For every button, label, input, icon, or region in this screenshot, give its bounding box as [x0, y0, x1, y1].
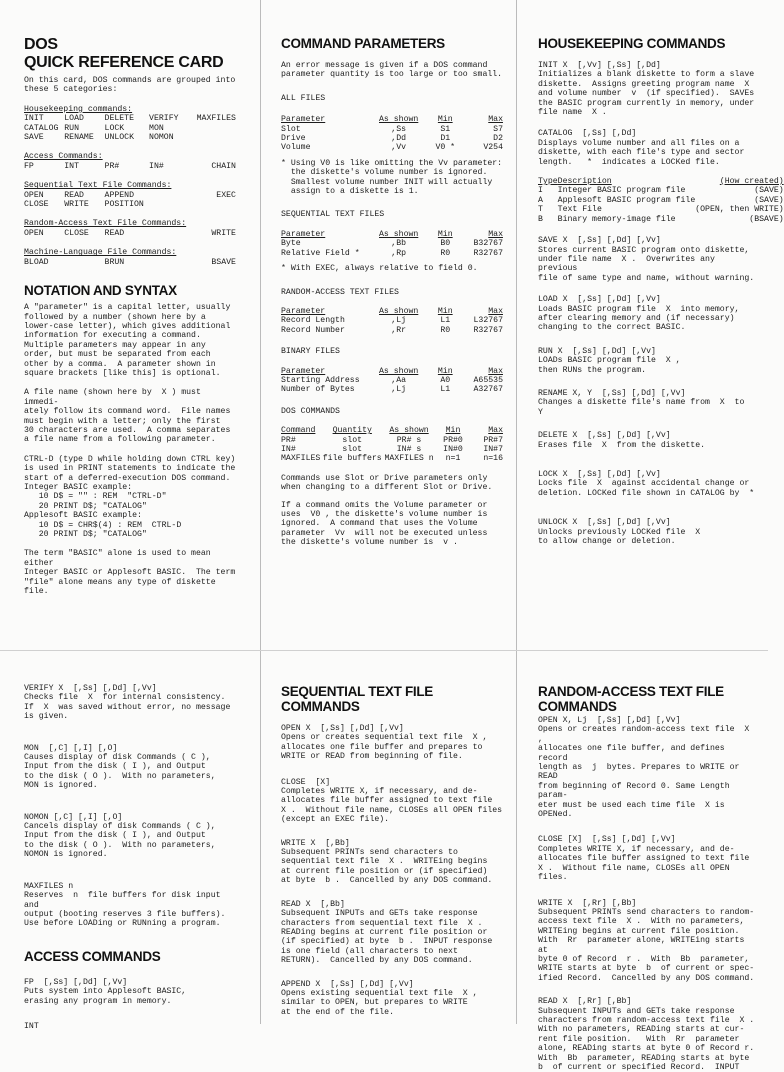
- table-cell: Binary memory-image file: [557, 214, 676, 224]
- table-row: [281, 436, 503, 445]
- table-row: [281, 454, 503, 463]
- table-cell: IN# s: [396, 444, 422, 454]
- table-cell: Max: [488, 115, 503, 125]
- category-row: [24, 200, 236, 209]
- table-cell: Min: [437, 229, 453, 239]
- dos-cmds-note-2: If a command omits the Volume parameter or uses V0 , the diskette's volume number is ignored. A command that uses the Volume parameter Vv will not be executed unless the diskette's volume number is v .: [281, 500, 488, 548]
- command-name: EXEC: [216, 190, 236, 200]
- table-cell: Quantity: [332, 426, 372, 436]
- command-name: MAXFILES: [196, 114, 236, 124]
- table-cell: T: [538, 205, 543, 215]
- table-cell: B0: [440, 239, 451, 249]
- table-cell: D2: [493, 134, 503, 144]
- rand-files-table: [281, 307, 503, 335]
- table-cell: Max: [488, 306, 503, 316]
- command-name: RENAME: [64, 133, 94, 143]
- table-cell: I: [538, 186, 543, 196]
- command-name: WRITE: [211, 228, 236, 238]
- category-row: [24, 133, 236, 142]
- table-cell: Text File: [557, 205, 602, 215]
- table-cell: (BSAVE): [749, 214, 784, 224]
- rand-cmd-close: CLOSE [X] [,Ss] [,Dd] [,Vv] Completes WRITE X, if necessary, and de- allocates file buffer assigned to text file X . Without file name, CLOSEs all OPEN files.: [538, 835, 750, 883]
- table-row: [538, 215, 784, 224]
- table-cell: Applesoft BASIC program file: [557, 195, 696, 205]
- table-cell: A: [538, 195, 543, 205]
- table-cell: slot: [342, 435, 363, 445]
- table-cell: ,Aa: [391, 375, 407, 385]
- params-intro: An error message is given if a DOS command parameter quantity is too large or too small.: [281, 61, 503, 80]
- table-cell: Max: [488, 229, 503, 239]
- category-row: [24, 114, 236, 123]
- table-cell: Min: [445, 426, 461, 436]
- table-header-row: [281, 307, 503, 316]
- table-cell: As shown: [379, 366, 419, 376]
- table-header-row: [281, 367, 503, 376]
- notation-paragraph-2: A file name (shown here by X ) must immedi- ately follow its command word. File names must begin with a letter; only the first 30 characters are used. A comma separates a file name from a following parameter.: [24, 388, 231, 445]
- seq-files-table: [281, 230, 503, 258]
- cmd-verify: VERIFY X [,Ss] [,Dd] [,Vv] Checks file X for internal consistency. If X was saved without error, no message is given.: [24, 684, 231, 722]
- category-title: Random-Access Text File Commands:: [24, 219, 187, 229]
- command-name: APPEND: [104, 190, 135, 200]
- category-row: [24, 258, 236, 267]
- command-name: [191, 133, 236, 142]
- table-row: [281, 385, 503, 394]
- cmd-delete: DELETE X [,Ss] [,Dd] [,Vv] Erases file X from the diskette.: [538, 431, 706, 450]
- table-row: [538, 205, 784, 214]
- dos-cmds-table: [281, 426, 503, 464]
- command-name: VERIFY: [149, 114, 179, 124]
- table-cell: (How created): [719, 177, 784, 187]
- column-fold-line-1: [260, 0, 261, 1024]
- table-cell: Max: [488, 426, 503, 436]
- rand-cmds-heading: RANDOM-ACCESS TEXT FILE COMMANDS: [538, 684, 724, 714]
- table-cell: Max: [488, 366, 503, 376]
- table-cell: Parameter: [281, 306, 326, 316]
- seq-cmd-read: READ X [,Bb] Subsequent INPUTs and GETs take response characters from sequential text file X . READing begins at current file position or (if specified) at byte b . INPUT response is one field (all characters to next RETURN). Cancelled by any DOS command.: [281, 899, 493, 966]
- params-heading: COMMAND PARAMETERS: [281, 36, 445, 51]
- command-name: [149, 229, 191, 238]
- table-header-row: [281, 426, 503, 435]
- seq-cmd-append: APPEND X [,Ss] [,Dd] [,Vv] Opens existing sequential text file X , similar to OPEN, but prepares to WRITE at the end of the file.: [281, 979, 478, 1017]
- table-cell: Parameter: [281, 366, 326, 376]
- table-cell: slot: [342, 444, 363, 454]
- bin-files-title: BINARY FILES: [281, 347, 340, 357]
- command-name: CLOSE: [24, 200, 49, 210]
- table-cell: R0: [440, 248, 451, 258]
- rand-cmd-read: READ X [,Rr] [,Bb] Subsequent INPUTs and GETs take response characters from random-access text file X . With no parameters, READing starts at cur- rent file position. With Rr parameter alone, READing starts at byte 0 of Record r. With Bb parameter, READing starts at byte b of current or specified Record. INPUT: [538, 997, 755, 1072]
- table-cell: (OPEN, then WRITE): [695, 205, 784, 215]
- command-name: [191, 200, 236, 209]
- table-cell: A32767: [473, 385, 503, 395]
- table-cell: MAXFILES n: [384, 454, 434, 464]
- table-cell: Record Number: [281, 325, 345, 335]
- table-cell: L1: [440, 316, 451, 326]
- notation-paragraph-3: CTRL-D (type D while holding down CTRL key) is used in PRINT statements to indicate the start of a deferred-execution DOS command. Integer BASIC example: 10 D$ = "" : REM "CTRL-D" 20 PRINT D$; "CATALOG" Applesoft BASIC example: 10 D$ = CHR$(4) : REM CTRL-D 20 PRINT D$; "CATALOG": [24, 454, 236, 540]
- command-name: OPEN: [24, 228, 44, 238]
- table-cell: S1: [440, 124, 451, 134]
- table-cell: A0: [440, 375, 451, 385]
- table-row: [281, 326, 503, 335]
- table-cell: Type: [538, 177, 558, 187]
- table-cell: L32767: [473, 316, 503, 326]
- table-cell: ,Lj: [391, 385, 407, 395]
- table-cell: n=1: [445, 454, 461, 464]
- table-cell: Byte: [281, 239, 301, 249]
- rand-files-title: RANDOM-ACCESS TEXT FILES: [281, 287, 399, 297]
- command-name: OPEN: [24, 190, 44, 200]
- table-cell: PR#7: [483, 435, 503, 445]
- table-cell: ,Ss: [391, 124, 407, 134]
- table-cell: ,Rp: [391, 248, 407, 258]
- table-cell: B32767: [473, 239, 503, 249]
- table-row: [281, 143, 503, 152]
- table-row: [281, 134, 503, 143]
- file-types-table: [538, 177, 784, 224]
- all-files-table: [281, 115, 503, 153]
- table-cell: B: [538, 214, 543, 224]
- command-name: [191, 124, 236, 133]
- table-cell: ,Lj: [391, 316, 407, 326]
- command-name: SAVE: [24, 133, 44, 143]
- command-name: LOCK: [104, 123, 125, 133]
- table-cell: ,Dd: [391, 134, 407, 144]
- command-name: BSAVE: [211, 257, 236, 267]
- cmd-nomon: NOMON [,C] [,I] [,O] Cancels display of disk Commands ( C ), Input from the disk ( I ), and Output to the disk ( O ). With no parameters, NOMON is ignored.: [24, 812, 216, 860]
- command-name: IN#: [149, 161, 164, 171]
- command-name: [149, 200, 191, 209]
- dos-cmds-title: DOS COMMANDS: [281, 406, 340, 416]
- command-name: LOAD: [64, 114, 84, 124]
- table-cell: Drive: [281, 134, 306, 144]
- table-cell: Record Length: [281, 316, 345, 326]
- table-cell: Parameter: [281, 229, 326, 239]
- notation-paragraph-1: A "parameter" is a capital letter, usually followed by a number (shown here by a lower-case letter), which gives additional information for executing a command. Multiple parameters may appear in any order, but must be separated from each other by a comma. A parameter shown in square brackets [like this] is optional.: [24, 303, 231, 378]
- table-cell: V254: [483, 143, 503, 153]
- command-name: DELETE: [104, 114, 135, 124]
- category-row: [24, 162, 236, 171]
- table-cell: Min: [437, 115, 453, 125]
- table-cell: R32767: [473, 248, 503, 258]
- table-cell: Slot: [281, 124, 301, 134]
- table-cell: ,Rr: [391, 325, 407, 335]
- cmd-lock: LOCK X [,Ss] [,Dd] [,Vv] Locks file X against accidental change or deletion. LOCKed file shown in CATALOG by *: [538, 470, 755, 498]
- cmd-maxfiles: MAXFILES n Reserves n file buffers for disk input and output (booting reserves 3 file buffers). Use before LOADing or RUNning a program.: [24, 881, 226, 929]
- command-name: CATALOG: [24, 123, 59, 133]
- table-row: [538, 196, 784, 205]
- cmd-catalog: CATALOG [,Ss] [,Dd] Displays volume number and all files on a diskette, with each file's type and sector length. * indicates a LOCKed file.: [538, 129, 745, 167]
- table-row: [281, 376, 503, 385]
- rand-cmd-open: OPEN X, Lj [,Ss] [,Dd] [,Vv] Opens or creates random-access text file X , allocates one file buffer, and defines record length as j bytes. Prepares to WRITE or READ from beginning of Record 0. Same Length param- eter must be used each time file X is OPENed.: [538, 716, 750, 820]
- table-cell: As shown: [379, 115, 419, 125]
- table-cell: V0 *: [435, 143, 456, 153]
- top-left-panel: [24, 36, 236, 596]
- category-row: [24, 191, 236, 200]
- table-header-row: [281, 115, 503, 124]
- table-cell: MAXFILES: [281, 454, 321, 464]
- table-cell: As shown: [389, 426, 429, 436]
- command-name: FP: [24, 161, 34, 171]
- cmd-init: INIT X [,Vv] [,Ss] [,Dd] Initializes a blank diskette to form a slave diskette. Assigns greeting program name X and volume number v (if specified). SAVEs the BASIC program currently in memory, under file name X .: [538, 61, 755, 118]
- table-cell: Volume: [281, 143, 311, 153]
- cmd-int-cut: INT: [24, 1021, 39, 1031]
- table-cell: R0: [440, 325, 451, 335]
- table-row: [281, 445, 503, 454]
- table-cell: S7: [493, 124, 503, 134]
- category-title: Access Commands:: [24, 152, 103, 162]
- seq-files-note: * With EXEC, always relative to field 0.: [281, 264, 478, 274]
- column-fold-line-2: [516, 0, 517, 1024]
- cmd-save: SAVE X [,Ss] [,Dd] [,Vv] Stores current BASIC program onto diskette, under file name X . Overwrites any previous file of same type and name, without warning.: [538, 236, 755, 283]
- notation-heading: NOTATION AND SYNTAX: [24, 283, 177, 299]
- bottom-right-panel: [538, 684, 756, 1072]
- housekeeping-heading: HOUSEKEEPING COMMANDS: [538, 36, 726, 51]
- table-cell: IN#7: [483, 444, 503, 454]
- command-name: WRITE: [64, 200, 89, 210]
- table-cell: file buffers: [322, 454, 382, 464]
- table-row: [281, 125, 503, 134]
- table-cell: Number of Bytes: [281, 385, 355, 395]
- table-cell: As shown: [379, 229, 419, 239]
- table-cell: ,Vv: [391, 143, 407, 153]
- command-name: MON: [149, 123, 164, 133]
- intro-text: On this card, DOS commands are grouped into these 5 categories:: [24, 76, 236, 95]
- table-cell: ,Bb: [391, 239, 407, 249]
- command-name: [149, 258, 191, 267]
- category-title: Housekeeping commands:: [24, 104, 133, 114]
- table-cell: PR#0: [443, 435, 463, 445]
- seq-cmd-write: WRITE X [,Bb] Subsequent PRINTs send characters to sequential text file X . WRITEing begins at current file position or (if specified) at byte b . Cancelled by any DOS command.: [281, 838, 493, 886]
- card-title: QUICK REFERENCE CARD: [24, 54, 224, 71]
- table-cell: (SAVE): [754, 186, 784, 196]
- command-name: READ: [64, 190, 84, 200]
- command-name: INIT: [24, 114, 44, 124]
- table-cell: Integer BASIC program file: [557, 186, 686, 196]
- table-cell: PR#: [281, 435, 296, 445]
- table-cell: Parameter: [281, 115, 326, 125]
- top-middle-panel: [281, 36, 503, 548]
- cmd-mon: MON [,C] [,I] [,O] Causes display of disk Commands ( C ), Input from the disk ( I ), and Output to the disk ( O ). With no parameters, MON is ignored.: [24, 743, 216, 791]
- cmd-load: LOAD X [,Ss] [,Dd] [,Vv] Loads BASIC program file X into memory, after clearing memory and (if necessary) changing to the correct BASIC.: [538, 295, 740, 333]
- access-heading: ACCESS COMMANDS: [24, 948, 161, 964]
- table-cell: Relative Field *: [281, 248, 360, 258]
- table-row: [281, 316, 503, 325]
- table-row: [281, 239, 503, 248]
- table-cell: IN#0: [443, 444, 463, 454]
- table-cell: R32767: [473, 325, 503, 335]
- command-name: [64, 258, 104, 267]
- bottom-middle-panel: [281, 684, 503, 1017]
- table-row: [281, 249, 503, 258]
- command-name: POSITION: [104, 200, 144, 210]
- table-cell: (SAVE): [754, 195, 784, 205]
- dos-cmds-note-1: Commands use Slot or Drive parameters only when changing to a different Slot or Drive.: [281, 473, 493, 493]
- command-categories: [24, 105, 236, 277]
- seq-cmds-heading: SEQUENTIAL TEXT FILE COMMANDS: [281, 684, 434, 714]
- all-files-title: ALL FILES: [281, 93, 326, 103]
- table-cell: PR# s: [396, 435, 422, 445]
- card-title-dos: DOS: [24, 36, 58, 53]
- seq-files-title: SEQUENTIAL TEXT FILES: [281, 210, 385, 220]
- table-header-row: [281, 230, 503, 239]
- cmd-rename: RENAME X, Y [,Ss] [,Dd] [,Vv] Changes a diskette file's name from X to Y: [538, 388, 745, 417]
- cmd-unlock: UNLOCK X [,Ss] [,Dd] [,Vv] Unlocks previously LOCKed file X to allow change or deletion.: [538, 518, 701, 547]
- command-name: NOMON: [149, 133, 174, 143]
- table-cell: A65535: [473, 375, 503, 385]
- command-name: PR#: [104, 161, 120, 171]
- table-cell: D1: [440, 134, 451, 144]
- category-row: [24, 124, 236, 133]
- command-name: INT: [64, 161, 80, 171]
- table-cell: IN#: [281, 444, 296, 454]
- command-name: BRUN: [104, 257, 125, 267]
- seq-cmd-close: CLOSE [X] Completes WRITE X, if necessary, and de- allocates file buffer assigned to text file X . Without file name, CLOSEs all OPEN files (except an EXEC file).: [281, 777, 503, 825]
- command-name: UNLOCK: [104, 133, 135, 143]
- table-cell: Command: [281, 426, 316, 436]
- table-row: [538, 186, 784, 195]
- bin-files-table: [281, 367, 503, 395]
- cmd-fp: FP [,Ss] [,Dd] [,Vv] Puts system into Applesoft BASIC, erasing any program in memory.: [24, 977, 187, 1006]
- page-fold-line: [0, 650, 768, 651]
- table-cell: Starting Address: [281, 375, 360, 385]
- command-name: [149, 191, 191, 200]
- command-name: CHAIN: [211, 161, 236, 171]
- top-right-panel: [538, 36, 784, 547]
- command-name: BLOAD: [24, 257, 49, 267]
- notation-paragraph-4: The term "BASIC" alone is used to mean either Integer BASIC or Applesoft BASIC. The term "file" alone means any type of diskette file.: [24, 549, 236, 597]
- category-title: Machine-Language File Commands:: [24, 248, 177, 258]
- command-name: CLOSE: [64, 228, 89, 238]
- table-cell: As shown: [379, 306, 419, 316]
- table-cell: n=16: [483, 454, 503, 464]
- bottom-left-panel: [24, 684, 236, 1031]
- category-title: Sequential Text File Commands:: [24, 181, 172, 191]
- table-cell: Description: [557, 177, 612, 187]
- category-row: [24, 229, 236, 238]
- rand-cmd-write: WRITE X [,Rr] [,Bb] Subsequent PRINTs send characters to random- access text file X . With no parameters, WRITEing begins at current file position. With Rr parameter alone, WRITEing starts at byte 0 of Record r . With Bb parameter, WRITE starts at byte b of current or spec- ified Record. Cancelled by any DOS command.: [538, 898, 755, 983]
- command-name: READ: [104, 228, 125, 238]
- table-cell: Min: [437, 366, 453, 376]
- table-cell: L1: [440, 385, 451, 395]
- table-cell: Min: [437, 306, 453, 316]
- command-name: RUN: [64, 123, 80, 133]
- cmd-run: RUN X [,Ss] [,Dd] [,Vv] LOADs BASIC program file X , then RUNs the program.: [538, 346, 681, 375]
- all-files-note: * Using V0 is like omitting the Vv parameter: the diskette's volume number is ignored. Smallest volume number INIT will actually assign to a diskette is 1.: [281, 158, 503, 197]
- seq-cmd-open: OPEN X [,Ss] [,Dd] [,Vv] Opens or creates sequential text file X , allocates one file buffer and prepares to WRITE or READ from beginning of file.: [281, 724, 488, 762]
